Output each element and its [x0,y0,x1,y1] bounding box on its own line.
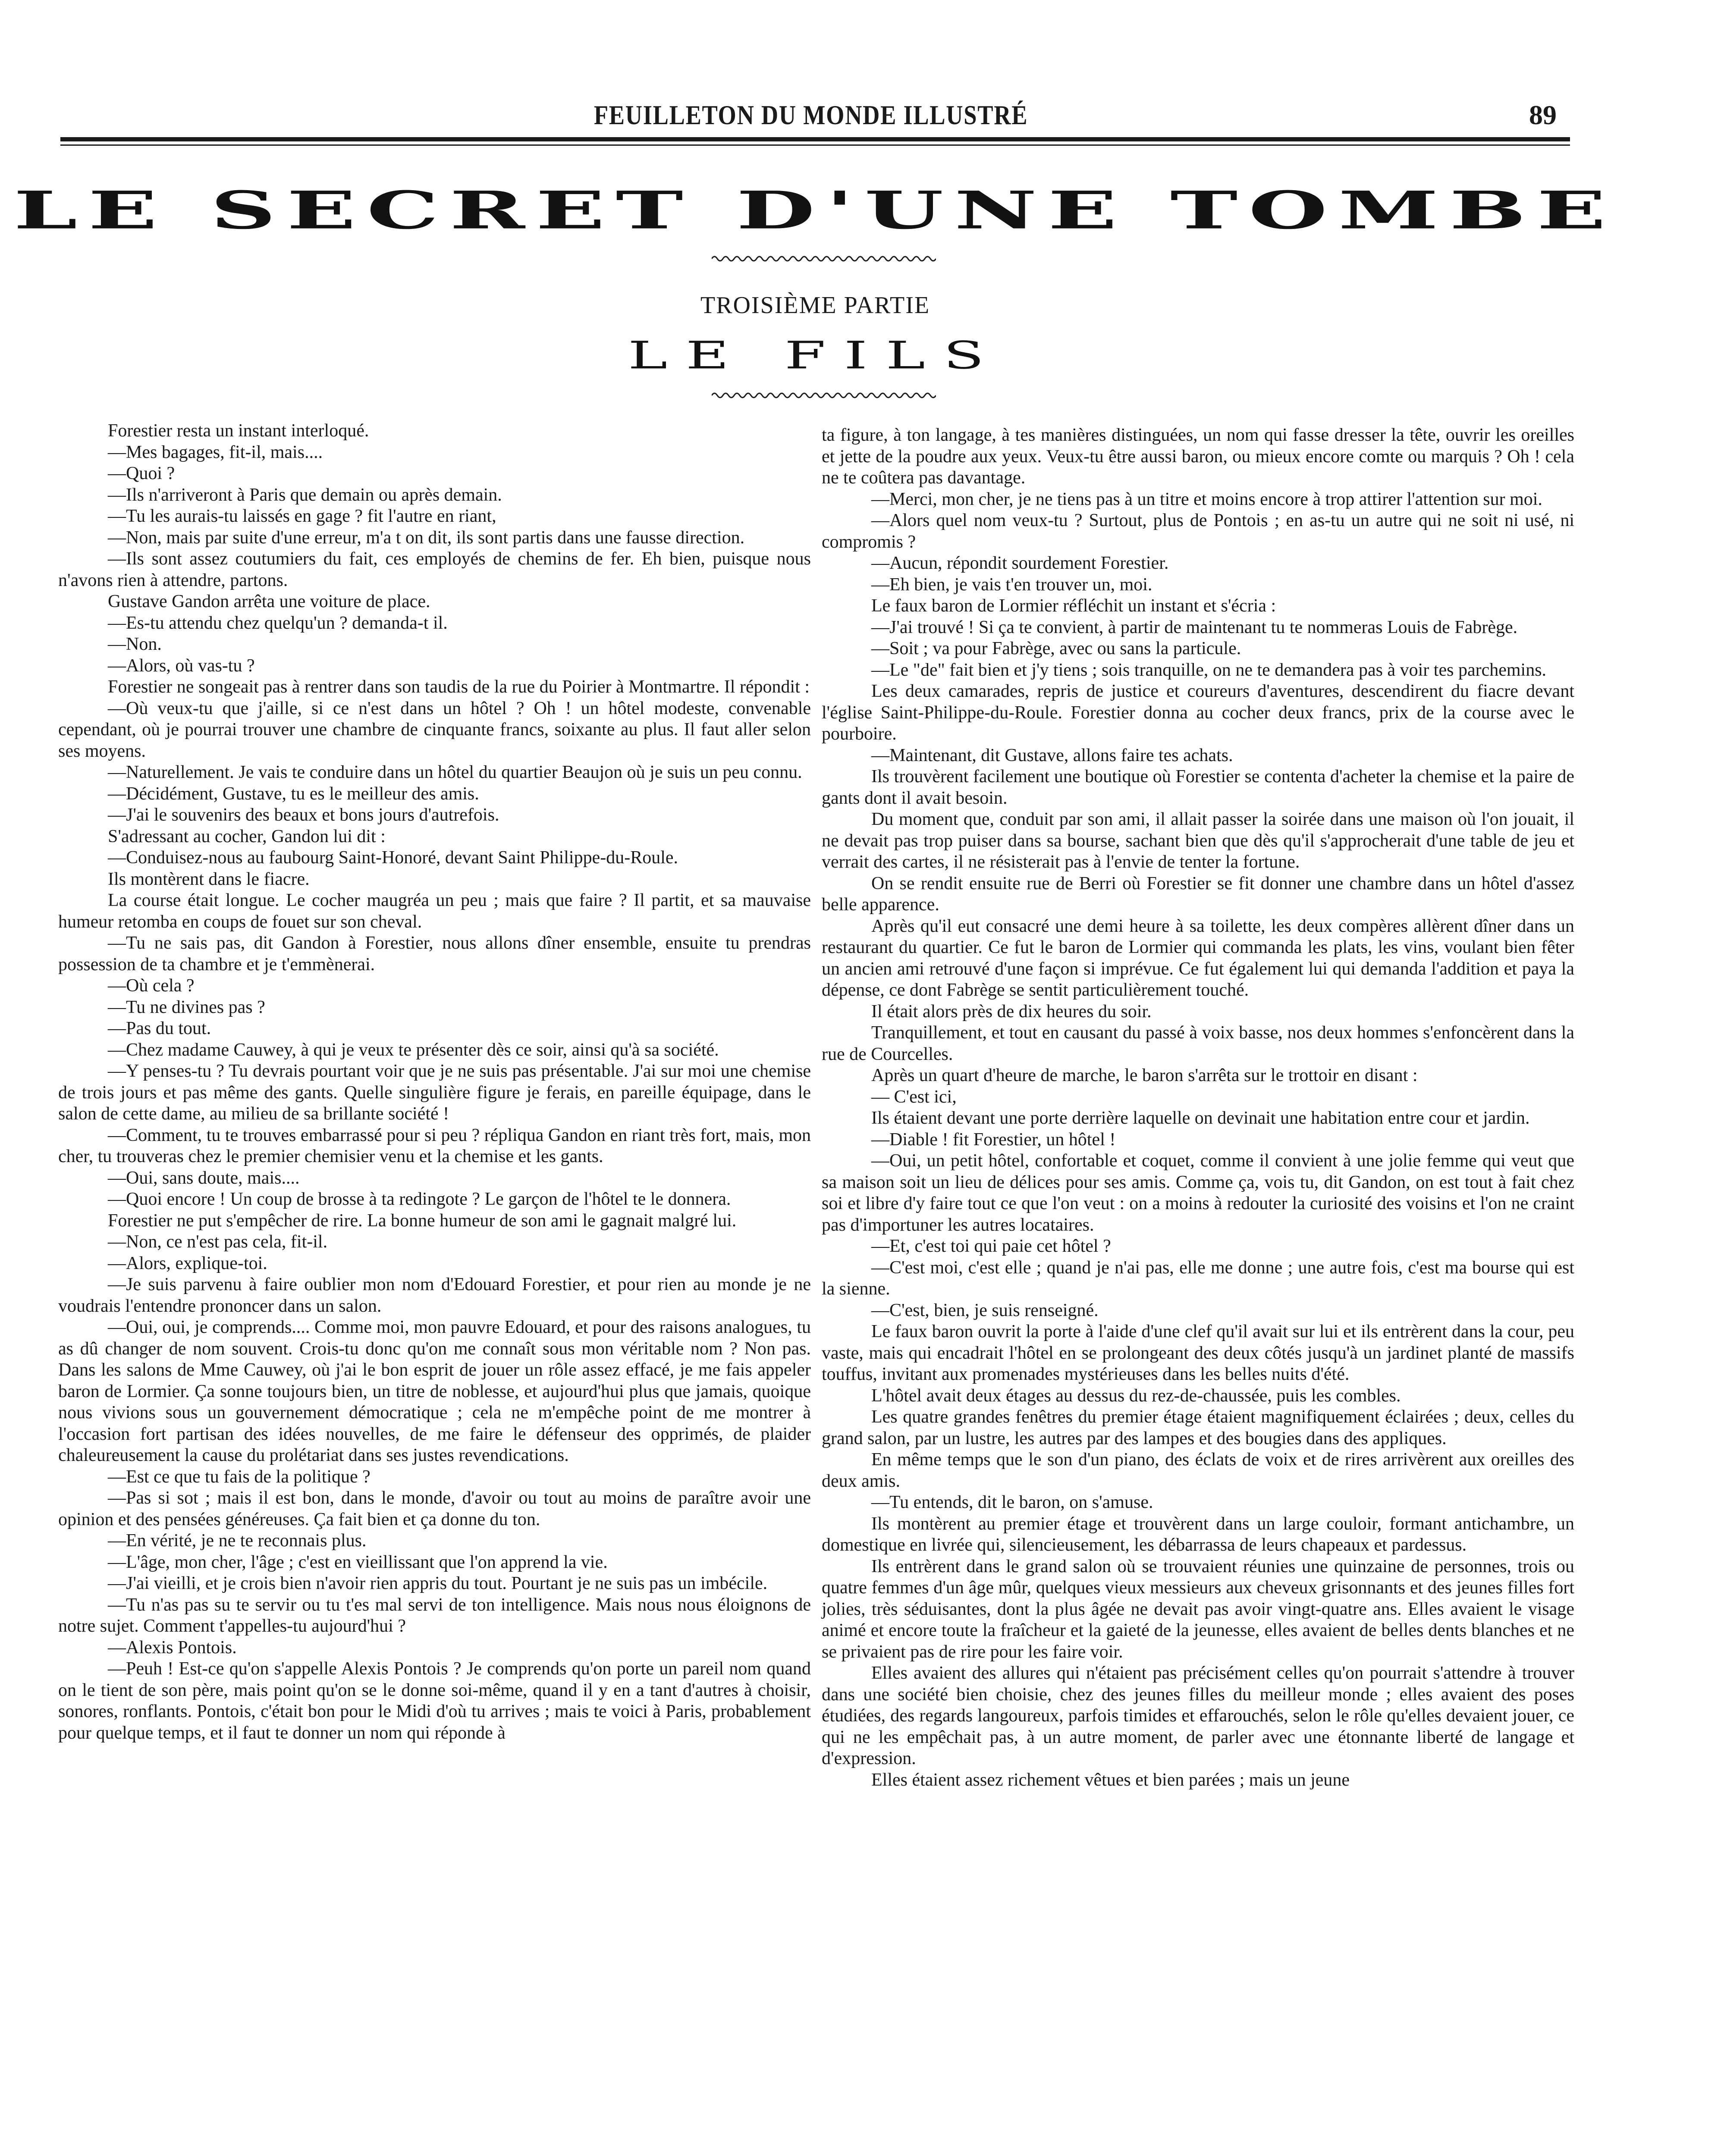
paragraph: ta figure, à ton langage, à tes manières distinguées, un nom qui fasse dresser la tête, ouvrir les oreilles et jette de la poudre aux yeux. Veux-tu être aussi baron, ou mieux encore comte ou marquis ? Oh ! cela ne te coûtera pas davantage. [822,425,1574,488]
paragraph: —Pas du tout. [108,1018,211,1038]
paragraph: —Soit ; va pour Fabrège, avec ou sans la particule. [871,639,1241,658]
running-head: FEUILLETON DU MONDE ILLUSTRÉ [594,100,1028,130]
paragraph: —Ils sont assez coutumiers du fait, ces employés de chemins de fer. Eh bien, puisque nous n'avons rien à attendre, partons. [58,549,811,590]
paragraph: Forestier resta un instant interloqué. [108,421,369,441]
paragraph: —Peuh ! Est-ce qu'on s'appelle Alexis Pontois ? Je comprends qu'on porte un pareil nom quand on le tient de son père, mais point qu'on se le donne soi-même, quand il y en a tant d'autres à choisir, sonores, ronflants. Pontois, c'était bon pour le Midi d'où tu arrives ; mais te voici à Paris, probablement pour quelque temps, et il faut te donner un nom qui réponde à [58,1659,811,1743]
paragraph: —Non, mais par suite d'une erreur, m'a t on dit, ils sont partis dans une fausse direction. [108,527,745,548]
paragraph: —En vérité, je ne te reconnais plus. [108,1531,367,1551]
paragraph: —L'âge, mon cher, l'âge ; c'est en vieillissant que l'on apprend la vie. [108,1552,608,1572]
header-rule-thin [60,144,1570,146]
paragraph: —Décidément, Gustave, tu es le meilleur des amis. [108,783,479,804]
paragraph: —Tu n'as pas su te servir ou tu t'es mal servi de ton intelligence. Mais nous nous éloignons de notre sujet. Comment t'appelles-tu aujourd'hui ? [58,1595,811,1636]
paragraph: —Diable ! fit Forestier, un hôtel ! [871,1129,1116,1150]
text-column-right [822,425,1574,1791]
paragraph: —Naturellement. Je vais te conduire dans un hôtel du quartier Beaujon où je suis un peu connu. [108,762,802,782]
paragraph: Forestier ne put s'empêcher de rire. La bonne humeur de son ami le gagnait malgré lui. [108,1210,737,1231]
paragraph: Ils étaient devant une porte derrière laquelle on devinait une habitation entre cour et jardin. [871,1108,1530,1128]
paragraph: Il était alors près de dix heures du soir. [871,1001,1152,1022]
paragraph: —Comment, tu te trouves embarrassé pour si peu ? répliqua Gandon en riant très fort, mais, mon cher, tu trouveras chez le premier chemisier venu et la chemise et les gants. [58,1125,811,1166]
paragraph: Du moment que, conduit par son ami, il allait passer la soirée dans une maison où l'on jouait, il ne devait pas trop puiser dans sa bourse, sachant bien que dès qu'il s'approcherait d'une table de jeu et verrait des cartes, il ne résisterait pas à l'envie de tenter la fortune. [822,809,1574,872]
paragraph: On se rendit ensuite rue de Berri où Forestier se fit donner une chambre dans un hôtel d'assez belle apparence. [822,873,1574,915]
paragraph: Ils entrèrent dans le grand salon où se trouvaient réunies une quinzaine de personnes, trois ou quatre femmes d'un âge mûr, quelques vieux messieurs aux cheveux grisonnants et des jeunes filles fort jolies, très séduisantes, dont la plus âgée ne devait pas avoir vingt-quatre ans. Elles avaient le visage animé et encore toute la fraîcheur et la gaieté de la jeunesse, elles avaient de belles dents blanches et ne se privaient pas de rire pour les faire voir. [822,1556,1574,1662]
paragraph: Après un quart d'heure de marche, le baron s'arrêta sur le trottoir en disant : [871,1065,1418,1085]
paragraph: —Le "de" fait bien et j'y tiens ; sois tranquille, on ne te demandera pas à voir tes parchemins. [871,660,1547,680]
paragraph: —Tu entends, dit le baron, on s'amuse. [871,1492,1153,1512]
paragraph: —Oui, sans doute, mais.... [108,1168,300,1188]
text-column-left [58,420,811,1744]
paragraph: —J'ai trouvé ! Si ça te convient, à partir de maintenant tu te nommeras Louis de Fabrège. [871,617,1518,637]
paragraph: Après qu'il eut consacré une demi heure à sa toilette, les deux compères allèrent dîner dans un restaurant du quartier. Ce fut le baron de Lormier qui commanda les plats, les vins, voulant bien fêter un ancien ami retrouvé d'une façon si imprévue. Ce fut également lui qui demanda l'addition et paya la dépense, ce dont Fabrège se sentit particulièrement touché. [822,916,1574,1000]
paragraph: —Merci, mon cher, je ne tiens pas à un titre et moins encore à trop attirer l'attention sur moi. [871,489,1542,509]
paragraph: —Est ce que tu fais de la politique ? [108,1467,371,1487]
paragraph: —Tu ne divines pas ? [108,997,265,1017]
paragraph: —C'est, bien, je suis renseigné. [871,1300,1099,1320]
part-title: LE FILS [628,333,1003,378]
paragraph: —C'est moi, c'est elle ; quand je n'ai pas, elle me donne ; une autre fois, c'est ma bourse qui est la sienne. [822,1257,1574,1299]
paragraph: En même temps que le son d'un piano, des éclats de voix et de rires arrivèrent aux oreilles des deux amis. [822,1450,1574,1491]
part-ornament [712,390,936,401]
paragraph: —Alors quel nom veux-tu ? Surtout, plus de Pontois ; en as-tu un autre qui ne soit ni usé, ni compromis ? [822,511,1574,552]
paragraph: —J'ai vieilli, et je crois bien n'avoir rien appris du tout. Pourtant je ne suis pas un imbécile. [108,1573,768,1593]
paragraph: —Non. [108,634,162,654]
paragraph: —Je suis parvenu à faire oublier mon nom d'Edouard Forestier, et pour rien au monde je ne voudrais l'entendre prononcer dans un salon. [58,1275,811,1316]
paragraph: Ils trouvèrent facilement une boutique où Forestier se contenta d'acheter la chemise et la paire de gants dont il avait besoin. [822,767,1574,808]
paragraph: Les quatre grandes fenêtres du premier étage étaient magnifiquement éclairées ; deux, celles du grand salon, par un lustre, les autres par des lampes et des bougies dans des appliques. [822,1407,1574,1448]
paragraph: Forestier ne songeait pas à rentrer dans son taudis de la rue du Poirier à Montmartre. Il répondit : [108,677,810,697]
paragraph: —Oui, oui, je comprends.... Comme moi, mon pauvre Edouard, et pour des raisons analogues, tu as dû changer de nom souvent. Crois-tu donc qu'on me connaît sous mon véritable nom ? Non pas. Dans les salons de Mme Cauwey, où j'ai le bon esprit de jouer un rôle assez effacé, je me fais appeler baron de Lormier. Ça sonne toujours bien, un titre de noblesse, et aujourd'hui plus que jamais, quoique nous vivions sous un gouvernement démocratique ; cela ne m'empêche point de me montrer à l'occasion fort partisan des idées nouvelles, de me faire le défenseur des opprimés, de plaider chaleureusement la cause du prolétariat dans ses justes revendications. [58,1317,811,1465]
paragraph: —Aucun, répondit sourdement Forestier. [871,553,1169,573]
paragraph: —Alors, explique-toi. [108,1253,267,1273]
paragraph: —Ils n'arriveront à Paris que demain ou après demain. [108,485,502,505]
paragraph: —Tu les aurais-tu laissés en gage ? fit l'autre en riant, [108,506,496,526]
paragraph: —Es-tu attendu chez quelqu'un ? demanda-t il. [108,613,448,633]
paragraph: — C'est ici, [871,1087,957,1107]
header-rule-thick [60,137,1570,141]
paragraph: —Conduisez-nous au faubourg Saint-Honoré, devant Saint Philippe-du-Roule. [108,848,678,868]
part-heading: TROISIÈME PARTIE [700,292,930,319]
paragraph: —Quoi ? [108,464,175,483]
paragraph: —Alors, où vas-tu ? [108,655,255,676]
paragraph: —Tu ne sais pas, dit Gandon à Forestier, nous allons dîner ensemble, ensuite tu prendras possession de ta chambre et je t'emmènerai. [58,933,811,975]
page-number: 89 [1529,100,1557,130]
paragraph: Le faux baron ouvrit la porte à l'aide d'une clef qu'il avait sur lui et ils entrèrent dans la cour, peu vaste, mais qui encadrait l'hôtel en se prolongeant des deux côtés jusqu'à un jardinet planté de massifs touffus, invitant aux promenades mystérieuses dans les belles nuits d'été. [822,1322,1574,1384]
paragraph: La course était longue. Le cocher maugréa un peu ; mais que faire ? Il partit, et sa mauvaise humeur retomba en coups de fouet sur son cheval. [58,890,811,932]
paragraph: Ils montèrent au premier étage et trouvèrent dans un large couloir, formant antichambre, un domestique en livrée qui, silencieusement, les débarrassa de leurs chapeaux et pardessus. [822,1514,1574,1555]
paragraph: —Où veux-tu que j'aille, si ce n'est dans un hôtel ? Oh ! un hôtel modeste, convenable cependant, où je pourrai trouver une chambre de cinquante francs, soixante au plus. Il faut aller selon ses moyens. [58,698,811,761]
paragraph: —Y penses-tu ? Tu devrais pourtant voir que je ne suis pas présentable. J'ai sur moi une chemise de trois jours et pas même des gants. Quelle singulière figure je ferais, en pareille équipage, dans le salon de cette dame, au milieu de sa brillante société ! [58,1061,811,1124]
paragraph: —Et, c'est toi qui paie cet hôtel ? [871,1236,1111,1256]
paragraph: Ils montèrent dans le fiacre. [108,869,310,889]
paragraph: —Chez madame Cauwey, à qui je veux te présenter dès ce soir, ainsi qu'à sa société. [108,1040,719,1060]
paragraph: —Non, ce n'est pas cela, fit-il. [108,1232,328,1252]
paragraph: Elles étaient assez richement vêtues et bien parées ; mais un jeune [871,1770,1350,1790]
paragraph: —J'ai le souvenirs des beaux et bons jours d'autrefois. [108,805,499,825]
paragraph: —Mes bagages, fit-il, mais.... [108,442,323,462]
paragraph: —Quoi encore ! Un coup de brosse à ta redingote ? Le garçon de l'hôtel te le donnera. [108,1189,731,1209]
paragraph: Tranquillement, et tout en causant du passé à voix basse, nos deux hommes s'enfoncèrent dans la rue de Courcelles. [822,1023,1574,1064]
paragraph: —Alexis Pontois. [108,1637,237,1658]
paragraph: Les deux camarades, repris de justice et coureurs d'aventures, descendirent du fiacre devant l'église Saint-Philippe-du-Roule. Forestier donna au cocher deux francs, prix de la course avec le pourboire. [822,681,1574,744]
title-ornament [712,254,936,264]
paragraph: —Maintenant, dit Gustave, allons faire tes achats. [871,745,1233,765]
paragraph: S'adressant au cocher, Gandon lui dit : [108,826,386,846]
paragraph: —Pas si sot ; mais il est bon, dans le monde, d'avoir ou tout au moins de paraître avoir une opinion et des pensées généreuses. Ça fait bien et ça donne du ton. [58,1488,811,1529]
paragraph: —Où cela ? [108,976,195,996]
serial-title: LE SECRET D'UNE TOMBE [13,180,1617,241]
paragraph: Le faux baron de Lormier réfléchit un instant et s'écria : [871,596,1276,616]
paragraph: L'hôtel avait deux étages au dessus du rez-de-chaussée, puis les combles. [871,1385,1401,1406]
paragraph: —Oui, un petit hôtel, confortable et coquet, comme il convient à une jolie femme qui veut que sa maison soit un lieu de délices pour ses amis. Comme ça, vois tu, dit Gandon, on est tout à fait chez soi et libre d'y faire tout ce que l'on veut : on a moins à redouter la curiosité des voisins et l'on ne craint pas d'importuner les autres locataires. [822,1151,1574,1235]
paragraph: —Eh bien, je vais t'en trouver un, moi. [871,574,1152,595]
paragraph: Elles avaient des allures qui n'étaient pas précisément celles qu'on pourrait s'attendre à trouver dans une société bien choisie, chez des jeunes filles du meilleur monde ; elles avaient des poses étudiées, des regards langoureux, parfois timides et effarouchés, selon le rôle qu'elles devaient jouer, ce qui ne les empêchait pas, à un autre moment, de parler avec une étonnante liberté de langage et d'expression. [822,1663,1574,1768]
paragraph: Gustave Gandon arrêta une voiture de place. [108,592,430,611]
